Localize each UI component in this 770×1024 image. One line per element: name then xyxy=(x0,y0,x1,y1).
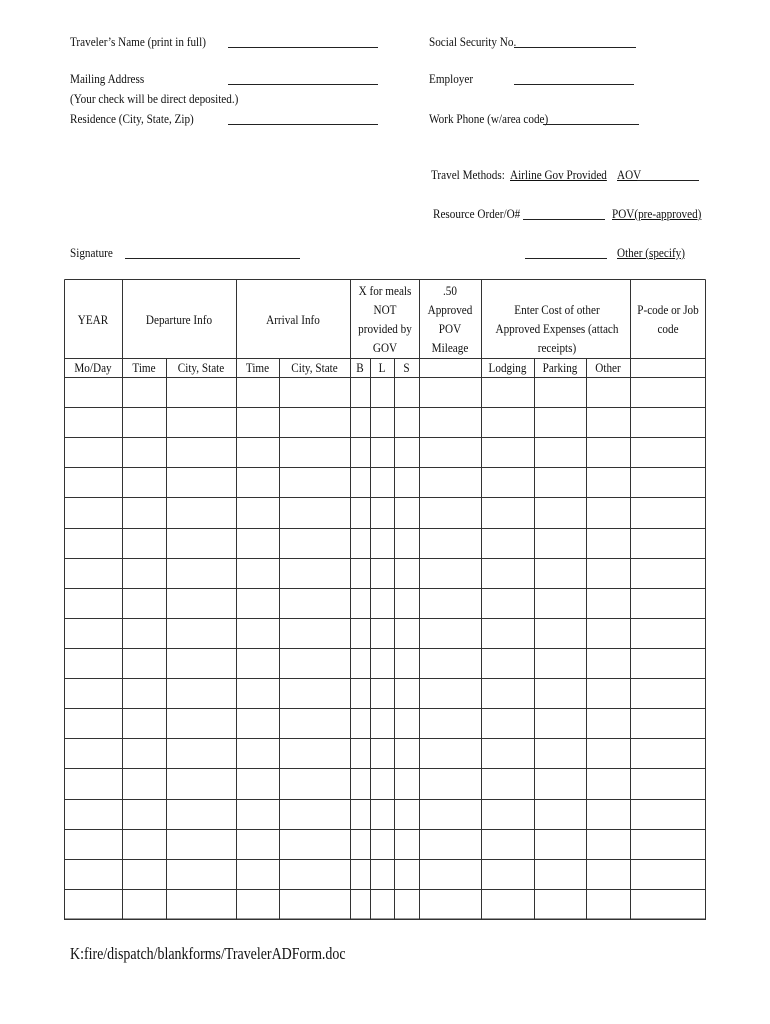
header-departure-info: Departure Info xyxy=(145,312,213,327)
employer-line[interactable] xyxy=(514,84,634,85)
employer-label: Employer xyxy=(429,71,474,86)
resource-order-label: Resource Order/O# xyxy=(433,206,521,221)
subheader-breakfast: B xyxy=(356,360,364,375)
other-specify-option[interactable]: Other (specify) xyxy=(617,245,685,260)
subheader-other: Other xyxy=(595,360,621,375)
header-pov-mileage: .50 Approved POV Mileage xyxy=(427,283,473,355)
aov-line[interactable] xyxy=(637,180,699,181)
ssn-line[interactable] xyxy=(514,47,636,48)
subheader-supper: S xyxy=(403,360,410,375)
signature-line[interactable] xyxy=(125,258,300,259)
traveler-name-label: Traveler’s Name (print in full) xyxy=(70,34,207,49)
mailing-address-line[interactable] xyxy=(228,84,378,85)
header-meals-not-provided: X for meals NOT provided by GOV xyxy=(358,283,412,355)
subheader-lodging: Lodging xyxy=(488,360,527,375)
residence-label: Residence (City, State, Zip) xyxy=(70,111,194,126)
subheader-arrival-time: Time xyxy=(245,360,270,375)
work-phone-line[interactable] xyxy=(543,124,639,125)
header-pcode-job-code: P-code or Job code xyxy=(637,302,699,336)
traveler-name-line[interactable] xyxy=(228,47,378,48)
other-specify-line[interactable] xyxy=(525,258,607,259)
direct-deposit-note: (Your check will be direct deposited.) xyxy=(70,91,239,106)
resource-order-line[interactable] xyxy=(523,219,605,220)
signature-label: Signature xyxy=(70,245,113,260)
travel-log-table xyxy=(64,279,706,919)
residence-line[interactable] xyxy=(228,124,378,125)
subheader-departure-city-state: City, State xyxy=(177,360,225,375)
travel-methods-label: Travel Methods: xyxy=(431,167,505,182)
ssn-label: Social Security No. xyxy=(429,34,517,49)
header-arrival-info: Arrival Info xyxy=(266,312,320,327)
work-phone-label: Work Phone (w/area code) xyxy=(429,111,549,126)
subheader-arrival-city-state: City, State xyxy=(291,360,338,375)
mailing-address-label: Mailing Address xyxy=(70,71,145,86)
aov-option[interactable]: AOV xyxy=(617,167,642,182)
pov-option[interactable]: POV(pre-approved) xyxy=(612,206,702,221)
header-other-approved-expenses: Enter Cost of other Approved Expenses (attach receipts) xyxy=(495,302,619,355)
header-year: YEAR xyxy=(77,312,109,327)
subheader-mo-day: Mo/Day xyxy=(74,360,112,375)
subheader-lunch: L xyxy=(378,360,386,375)
subheader-departure-time: Time xyxy=(132,360,156,375)
document-file-path: K:fire/dispatch/blankforms/TravelerADForm.doc xyxy=(70,944,346,963)
subheader-parking: Parking xyxy=(542,360,578,375)
airline-gov-provided-option[interactable]: Airline Gov Provided xyxy=(510,167,607,182)
